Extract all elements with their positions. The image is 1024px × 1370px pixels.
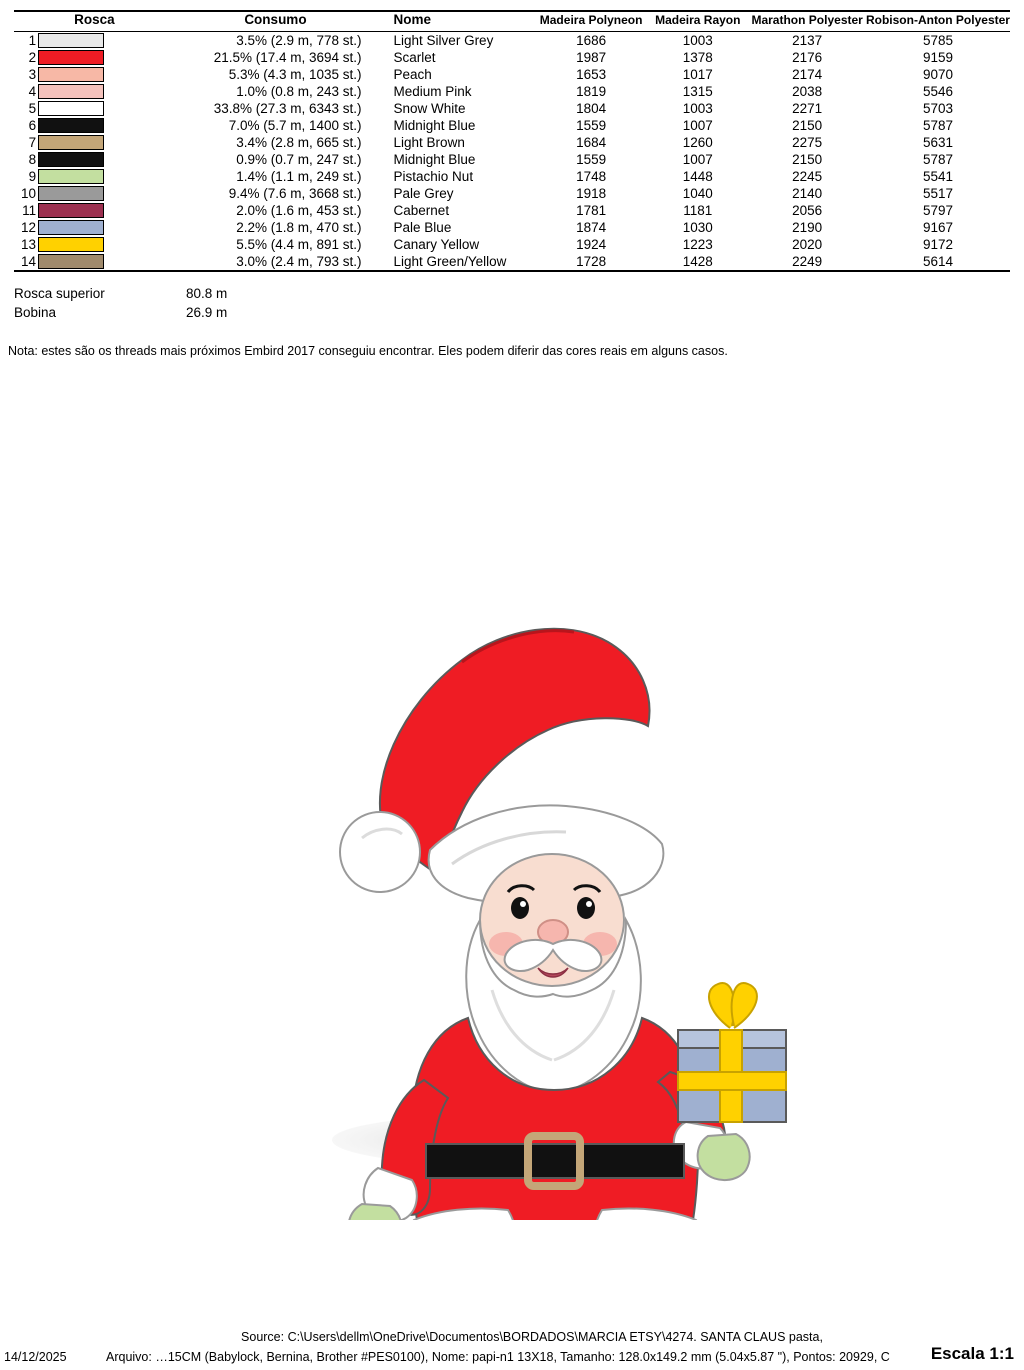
row-madeira-rayon: 1007 bbox=[682, 118, 713, 133]
row-consumption: 9.4% (7.6 m, 3668 st.) bbox=[228, 186, 362, 201]
row-madeira-rayon: 1181 bbox=[683, 203, 713, 218]
row-madeira-polyneon: 1874 bbox=[576, 220, 607, 235]
row-marathon-polyester: 2249 bbox=[792, 254, 823, 269]
row-madeira-rayon: 1003 bbox=[682, 101, 713, 116]
row-index: 2 bbox=[28, 50, 37, 65]
footer-date: 14/12/2025 bbox=[4, 1350, 67, 1364]
thread-table-head bbox=[14, 11, 1010, 32]
row-robison-anton-polyester: 5787 bbox=[922, 118, 953, 133]
row-index: 5 bbox=[28, 101, 37, 116]
row-color-name: Light Silver Grey bbox=[393, 33, 494, 48]
row-consumption: 2.0% (1.6 m, 453 st.) bbox=[236, 203, 362, 218]
row-marathon-polyester: 2150 bbox=[792, 118, 823, 133]
header-madeira-polyneon: Madeira Polyneon bbox=[539, 13, 643, 27]
table-row bbox=[14, 185, 1010, 202]
row-color-cell bbox=[38, 168, 126, 185]
color-swatch bbox=[38, 237, 104, 252]
row-index: 11 bbox=[22, 203, 37, 218]
row-color-cell bbox=[38, 66, 126, 83]
row-consumption: 5.3% (4.3 m, 1035 st.) bbox=[228, 67, 362, 82]
row-consumption: 3.0% (2.4 m, 793 st.) bbox=[236, 254, 362, 269]
row-robison-anton-polyester: 9167 bbox=[922, 220, 953, 235]
totals-bobbin-value: 26.9 m bbox=[186, 305, 228, 320]
row-consumption: 5.5% (4.4 m, 891 st.) bbox=[236, 237, 362, 252]
row-madeira-polyneon: 1653 bbox=[576, 67, 607, 82]
row-color-cell bbox=[38, 117, 126, 134]
row-consumption: 0.9% (0.7 m, 247 st.) bbox=[236, 152, 362, 167]
row-robison-anton-polyester: 5541 bbox=[922, 169, 953, 184]
row-color-name: Pale Grey bbox=[393, 186, 454, 201]
row-madeira-polyneon: 1987 bbox=[576, 50, 607, 65]
row-madeira-polyneon: 1748 bbox=[576, 169, 607, 184]
row-color-cell bbox=[38, 32, 126, 50]
table-row bbox=[14, 117, 1010, 134]
row-color-name: Medium Pink bbox=[393, 84, 472, 99]
row-color-name: Light Brown bbox=[393, 135, 465, 150]
row-madeira-polyneon: 1819 bbox=[576, 84, 607, 99]
row-color-name: Scarlet bbox=[393, 50, 436, 65]
totals-row-top-thread bbox=[14, 284, 1010, 303]
row-madeira-polyneon: 1559 bbox=[576, 152, 607, 167]
table-row bbox=[14, 83, 1010, 100]
gift-bow-right bbox=[732, 983, 757, 1028]
row-consumption: 21.5% (17.4 m, 3694 st.) bbox=[213, 50, 362, 65]
color-swatch bbox=[38, 84, 104, 99]
row-madeira-rayon: 1223 bbox=[682, 237, 713, 252]
row-index: 12 bbox=[21, 220, 37, 235]
row-consumption: 33.8% (27.3 m, 6343 st.) bbox=[213, 101, 362, 116]
table-row bbox=[14, 134, 1010, 151]
row-robison-anton-polyester: 5787 bbox=[922, 152, 953, 167]
table-row bbox=[14, 236, 1010, 253]
row-consumption: 2.2% (1.8 m, 470 st.) bbox=[236, 220, 362, 235]
row-madeira-rayon: 1007 bbox=[682, 152, 713, 167]
totals-row-bobbin bbox=[14, 303, 1010, 322]
row-color-cell bbox=[38, 83, 126, 100]
row-robison-anton-polyester: 5614 bbox=[922, 254, 953, 269]
table-row bbox=[14, 66, 1010, 83]
row-marathon-polyester: 2190 bbox=[792, 220, 823, 235]
row-color-name: Light Green/Yellow bbox=[393, 254, 507, 269]
header-nome: Nome bbox=[393, 12, 432, 27]
row-robison-anton-polyester: 5546 bbox=[922, 84, 953, 99]
row-index: 14 bbox=[21, 254, 37, 269]
footer-bottom-line bbox=[0, 1344, 1024, 1364]
totals-top-thread-value: 80.8 m bbox=[186, 286, 228, 301]
belt bbox=[426, 1144, 684, 1178]
color-swatch bbox=[38, 254, 104, 269]
row-robison-anton-polyester: 9070 bbox=[922, 67, 953, 82]
hat-pompom bbox=[340, 812, 420, 892]
eye-left-glint bbox=[520, 901, 526, 907]
totals-block bbox=[14, 284, 1010, 322]
row-color-cell bbox=[38, 100, 126, 117]
header-marathon-polyester: Marathon Polyester bbox=[751, 13, 863, 27]
row-color-name: Snow White bbox=[393, 101, 466, 116]
table-row bbox=[14, 49, 1010, 66]
totals-top-thread-label: Rosca superior bbox=[14, 286, 105, 301]
color-swatch bbox=[38, 50, 104, 65]
header-madeira-rayon: Madeira Rayon bbox=[655, 13, 741, 27]
row-robison-anton-polyester: 9172 bbox=[922, 237, 953, 252]
row-madeira-polyneon: 1781 bbox=[576, 203, 607, 218]
table-row bbox=[14, 151, 1010, 168]
row-color-name: Peach bbox=[393, 67, 432, 82]
row-madeira-polyneon: 1924 bbox=[576, 237, 607, 252]
footer-scale: Escala 1:1 bbox=[930, 1344, 1014, 1363]
gift-bow-left bbox=[709, 983, 734, 1028]
row-color-cell bbox=[38, 202, 126, 219]
row-color-cell bbox=[38, 151, 126, 168]
row-color-cell bbox=[38, 185, 126, 202]
table-row bbox=[14, 219, 1010, 236]
row-index: 7 bbox=[28, 135, 37, 150]
row-madeira-rayon: 1315 bbox=[682, 84, 713, 99]
row-marathon-polyester: 2275 bbox=[792, 135, 823, 150]
color-swatch bbox=[38, 220, 104, 235]
row-marathon-polyester: 2174 bbox=[792, 67, 823, 82]
row-madeira-polyneon: 1684 bbox=[576, 135, 607, 150]
color-swatch bbox=[38, 152, 104, 167]
design-preview bbox=[0, 520, 1024, 1240]
row-robison-anton-polyester: 5703 bbox=[922, 101, 953, 116]
row-marathon-polyester: 2271 bbox=[792, 101, 823, 116]
color-swatch bbox=[38, 101, 104, 116]
row-color-name: Midnight Blue bbox=[393, 152, 476, 167]
header-robison-anton-polyester: Robison-Anton Polyester bbox=[865, 13, 1010, 27]
row-madeira-rayon: 1378 bbox=[682, 50, 713, 65]
row-color-cell bbox=[38, 219, 126, 236]
row-madeira-rayon: 1030 bbox=[682, 220, 713, 235]
row-color-name: Cabernet bbox=[393, 203, 450, 218]
color-swatch bbox=[38, 186, 104, 201]
row-index: 4 bbox=[28, 84, 37, 99]
row-marathon-polyester: 2245 bbox=[792, 169, 823, 184]
row-color-cell bbox=[38, 236, 126, 253]
row-robison-anton-polyester: 5631 bbox=[922, 135, 953, 150]
row-index: 8 bbox=[28, 152, 37, 167]
row-index: 1 bbox=[28, 33, 37, 48]
eye-right-glint bbox=[586, 901, 592, 907]
thread-table-body bbox=[14, 32, 1010, 272]
row-marathon-polyester: 2056 bbox=[792, 203, 823, 218]
color-swatch bbox=[38, 203, 104, 218]
row-marathon-polyester: 2176 bbox=[792, 50, 823, 65]
thread-chart-sheet bbox=[0, 0, 1024, 358]
row-color-name: Canary Yellow bbox=[393, 237, 480, 252]
row-index: 3 bbox=[28, 67, 37, 82]
row-madeira-rayon: 1003 bbox=[682, 33, 713, 48]
row-consumption: 3.4% (2.8 m, 665 st.) bbox=[236, 135, 362, 150]
header-consumo: Consumo bbox=[244, 12, 307, 27]
row-marathon-polyester: 2137 bbox=[792, 33, 823, 48]
row-robison-anton-polyester: 9159 bbox=[922, 50, 953, 65]
row-index: 9 bbox=[28, 169, 37, 184]
color-accuracy-note: Nota: estes são os threads mais próximos Embird 2017 conseguiu encontrar. Eles podem diferir das cores reais em alguns casos. bbox=[8, 344, 728, 358]
row-madeira-rayon: 1448 bbox=[682, 169, 713, 184]
page-footer bbox=[0, 1330, 1024, 1364]
row-madeira-rayon: 1017 bbox=[682, 67, 713, 82]
row-marathon-polyester: 2038 bbox=[792, 84, 823, 99]
row-madeira-polyneon: 1559 bbox=[576, 118, 607, 133]
row-consumption: 7.0% (5.7 m, 1400 st.) bbox=[228, 118, 362, 133]
row-marathon-polyester: 2150 bbox=[792, 152, 823, 167]
row-robison-anton-polyester: 5517 bbox=[922, 186, 953, 201]
row-madeira-polyneon: 1804 bbox=[576, 101, 607, 116]
footer-file-info: Arquivo: …15CM (Babylock, Bernina, Brother #PES0100), Nome: papi-n1 13X18, Tamanho: 128.0x149.2 mm (5.04x5.87 "), Pontos: 20929, C bbox=[106, 1350, 890, 1364]
header-rosca: Rosca bbox=[74, 12, 115, 27]
color-swatch bbox=[38, 135, 104, 150]
table-row bbox=[14, 168, 1010, 185]
thread-table-wrapper bbox=[14, 10, 1010, 272]
thread-table-header-row bbox=[14, 11, 1010, 32]
row-madeira-polyneon: 1686 bbox=[576, 33, 607, 48]
row-madeira-rayon: 1260 bbox=[682, 135, 713, 150]
row-madeira-rayon: 1428 bbox=[682, 254, 713, 269]
row-marathon-polyester: 2020 bbox=[792, 237, 823, 252]
row-index: 6 bbox=[28, 118, 37, 133]
row-madeira-polyneon: 1918 bbox=[576, 186, 607, 201]
mitten-right bbox=[698, 1134, 750, 1180]
row-color-cell bbox=[38, 253, 126, 271]
row-index: 13 bbox=[21, 237, 37, 252]
row-robison-anton-polyester: 5785 bbox=[922, 33, 953, 48]
row-madeira-polyneon: 1728 bbox=[576, 254, 607, 269]
row-color-name: Pale Blue bbox=[393, 220, 452, 235]
thread-table bbox=[14, 10, 1010, 272]
santa-figure bbox=[340, 629, 786, 1220]
gift-ribbon-horizontal bbox=[678, 1072, 786, 1090]
color-swatch bbox=[38, 33, 104, 48]
header-index bbox=[14, 11, 38, 32]
row-index: 10 bbox=[21, 186, 37, 201]
eye-left bbox=[511, 897, 529, 919]
row-color-name: Pistachio Nut bbox=[393, 169, 474, 184]
eye-right bbox=[577, 897, 595, 919]
color-swatch bbox=[38, 67, 104, 82]
color-swatch bbox=[38, 169, 104, 184]
row-color-cell bbox=[38, 134, 126, 151]
row-consumption: 1.0% (0.8 m, 243 st.) bbox=[236, 84, 362, 99]
row-consumption: 1.4% (1.1 m, 249 st.) bbox=[236, 169, 362, 184]
row-color-cell bbox=[38, 49, 126, 66]
table-row bbox=[14, 100, 1010, 117]
footer-source: Source: C:\Users\dellm\OneDrive\Documentos\BORDADOS\MARCIA ETSY\4274. SANTA CLAUS pasta, bbox=[241, 1330, 823, 1344]
totals-bobbin-label: Bobina bbox=[14, 305, 57, 320]
row-robison-anton-polyester: 5797 bbox=[922, 203, 953, 218]
table-row bbox=[14, 32, 1010, 50]
santa-claus-illustration bbox=[162, 520, 862, 1220]
gift-box bbox=[678, 983, 786, 1122]
color-swatch bbox=[38, 118, 104, 133]
table-row bbox=[14, 202, 1010, 219]
row-consumption: 3.5% (2.9 m, 778 st.) bbox=[236, 33, 362, 48]
row-marathon-polyester: 2140 bbox=[792, 186, 823, 201]
row-madeira-rayon: 1040 bbox=[682, 186, 713, 201]
table-row bbox=[14, 253, 1010, 271]
row-color-name: Midnight Blue bbox=[393, 118, 476, 133]
